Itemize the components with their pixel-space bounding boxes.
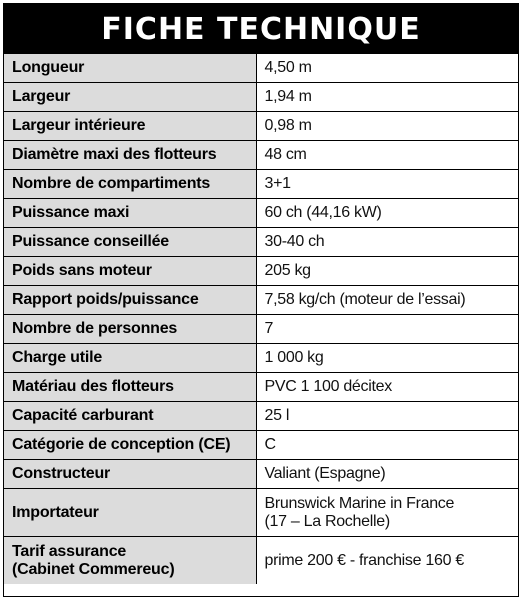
row-value: 7,58 kg/ch (moteur de l’essai) (256, 286, 518, 315)
row-label: Diamètre maxi des flotteurs (4, 141, 256, 170)
table-row (4, 373, 518, 402)
spec-table (4, 54, 518, 584)
row-value: 3+1 (256, 170, 518, 199)
row-label: Poids sans moteur (4, 257, 256, 286)
row-label-line: (Cabinet Commereuc) (12, 560, 175, 578)
row-label: Capacité carburant (4, 402, 256, 431)
row-label: Matériau des flotteurs (4, 373, 256, 402)
row-value: 0,98 m (256, 112, 518, 141)
table-row (4, 537, 518, 585)
row-value: C (256, 431, 518, 460)
row-value: 4,50 m (256, 54, 518, 83)
table-row (4, 460, 518, 489)
technical-sheet (3, 3, 519, 597)
table-row (4, 315, 518, 344)
row-value: 30-40 ch (256, 228, 518, 257)
row-value: Valiant (Espagne) (256, 460, 518, 489)
table-row (4, 489, 518, 537)
row-value: 25 l (256, 402, 518, 431)
table-row (4, 199, 518, 228)
row-label: Largeur intérieure (4, 112, 256, 141)
table-row (4, 228, 518, 257)
row-value: 205 kg (256, 257, 518, 286)
row-value: 60 ch (44,16 kW) (256, 199, 518, 228)
row-value: 48 cm (256, 141, 518, 170)
row-value-line: (17 – La Rochelle) (264, 512, 390, 530)
row-label-line: Tarif assurance (12, 542, 127, 560)
row-label: Nombre de personnes (4, 315, 256, 344)
row-label: Largeur (4, 83, 256, 112)
row-label: Charge utile (4, 344, 256, 373)
row-label: Puissance conseillée (4, 228, 256, 257)
table-row (4, 344, 518, 373)
row-value: prime 200 € - franchise 160 € (256, 537, 518, 585)
table-row (4, 402, 518, 431)
table-row (4, 170, 518, 199)
row-label: Rapport poids/puissance (4, 286, 256, 315)
row-value: PVC 1 100 décitex (256, 373, 518, 402)
table-row (4, 54, 518, 83)
row-value-line: Brunswick Marine in France (264, 494, 455, 512)
table-row (4, 112, 518, 141)
table-row (4, 257, 518, 286)
sheet-title: FICHE TECHNIQUE (4, 4, 518, 54)
row-label: Longueur (4, 54, 256, 83)
row-value: 1 000 kg (256, 344, 518, 373)
row-label (4, 537, 256, 585)
table-row (4, 286, 518, 315)
row-value (256, 489, 518, 537)
table-row (4, 431, 518, 460)
row-label: Nombre de compartiments (4, 170, 256, 199)
row-label: Puissance maxi (4, 199, 256, 228)
row-label: Catégorie de conception (CE) (4, 431, 256, 460)
table-row (4, 141, 518, 170)
row-label: Importateur (4, 489, 256, 537)
row-label: Constructeur (4, 460, 256, 489)
row-value: 7 (256, 315, 518, 344)
table-row (4, 83, 518, 112)
row-value: 1,94 m (256, 83, 518, 112)
